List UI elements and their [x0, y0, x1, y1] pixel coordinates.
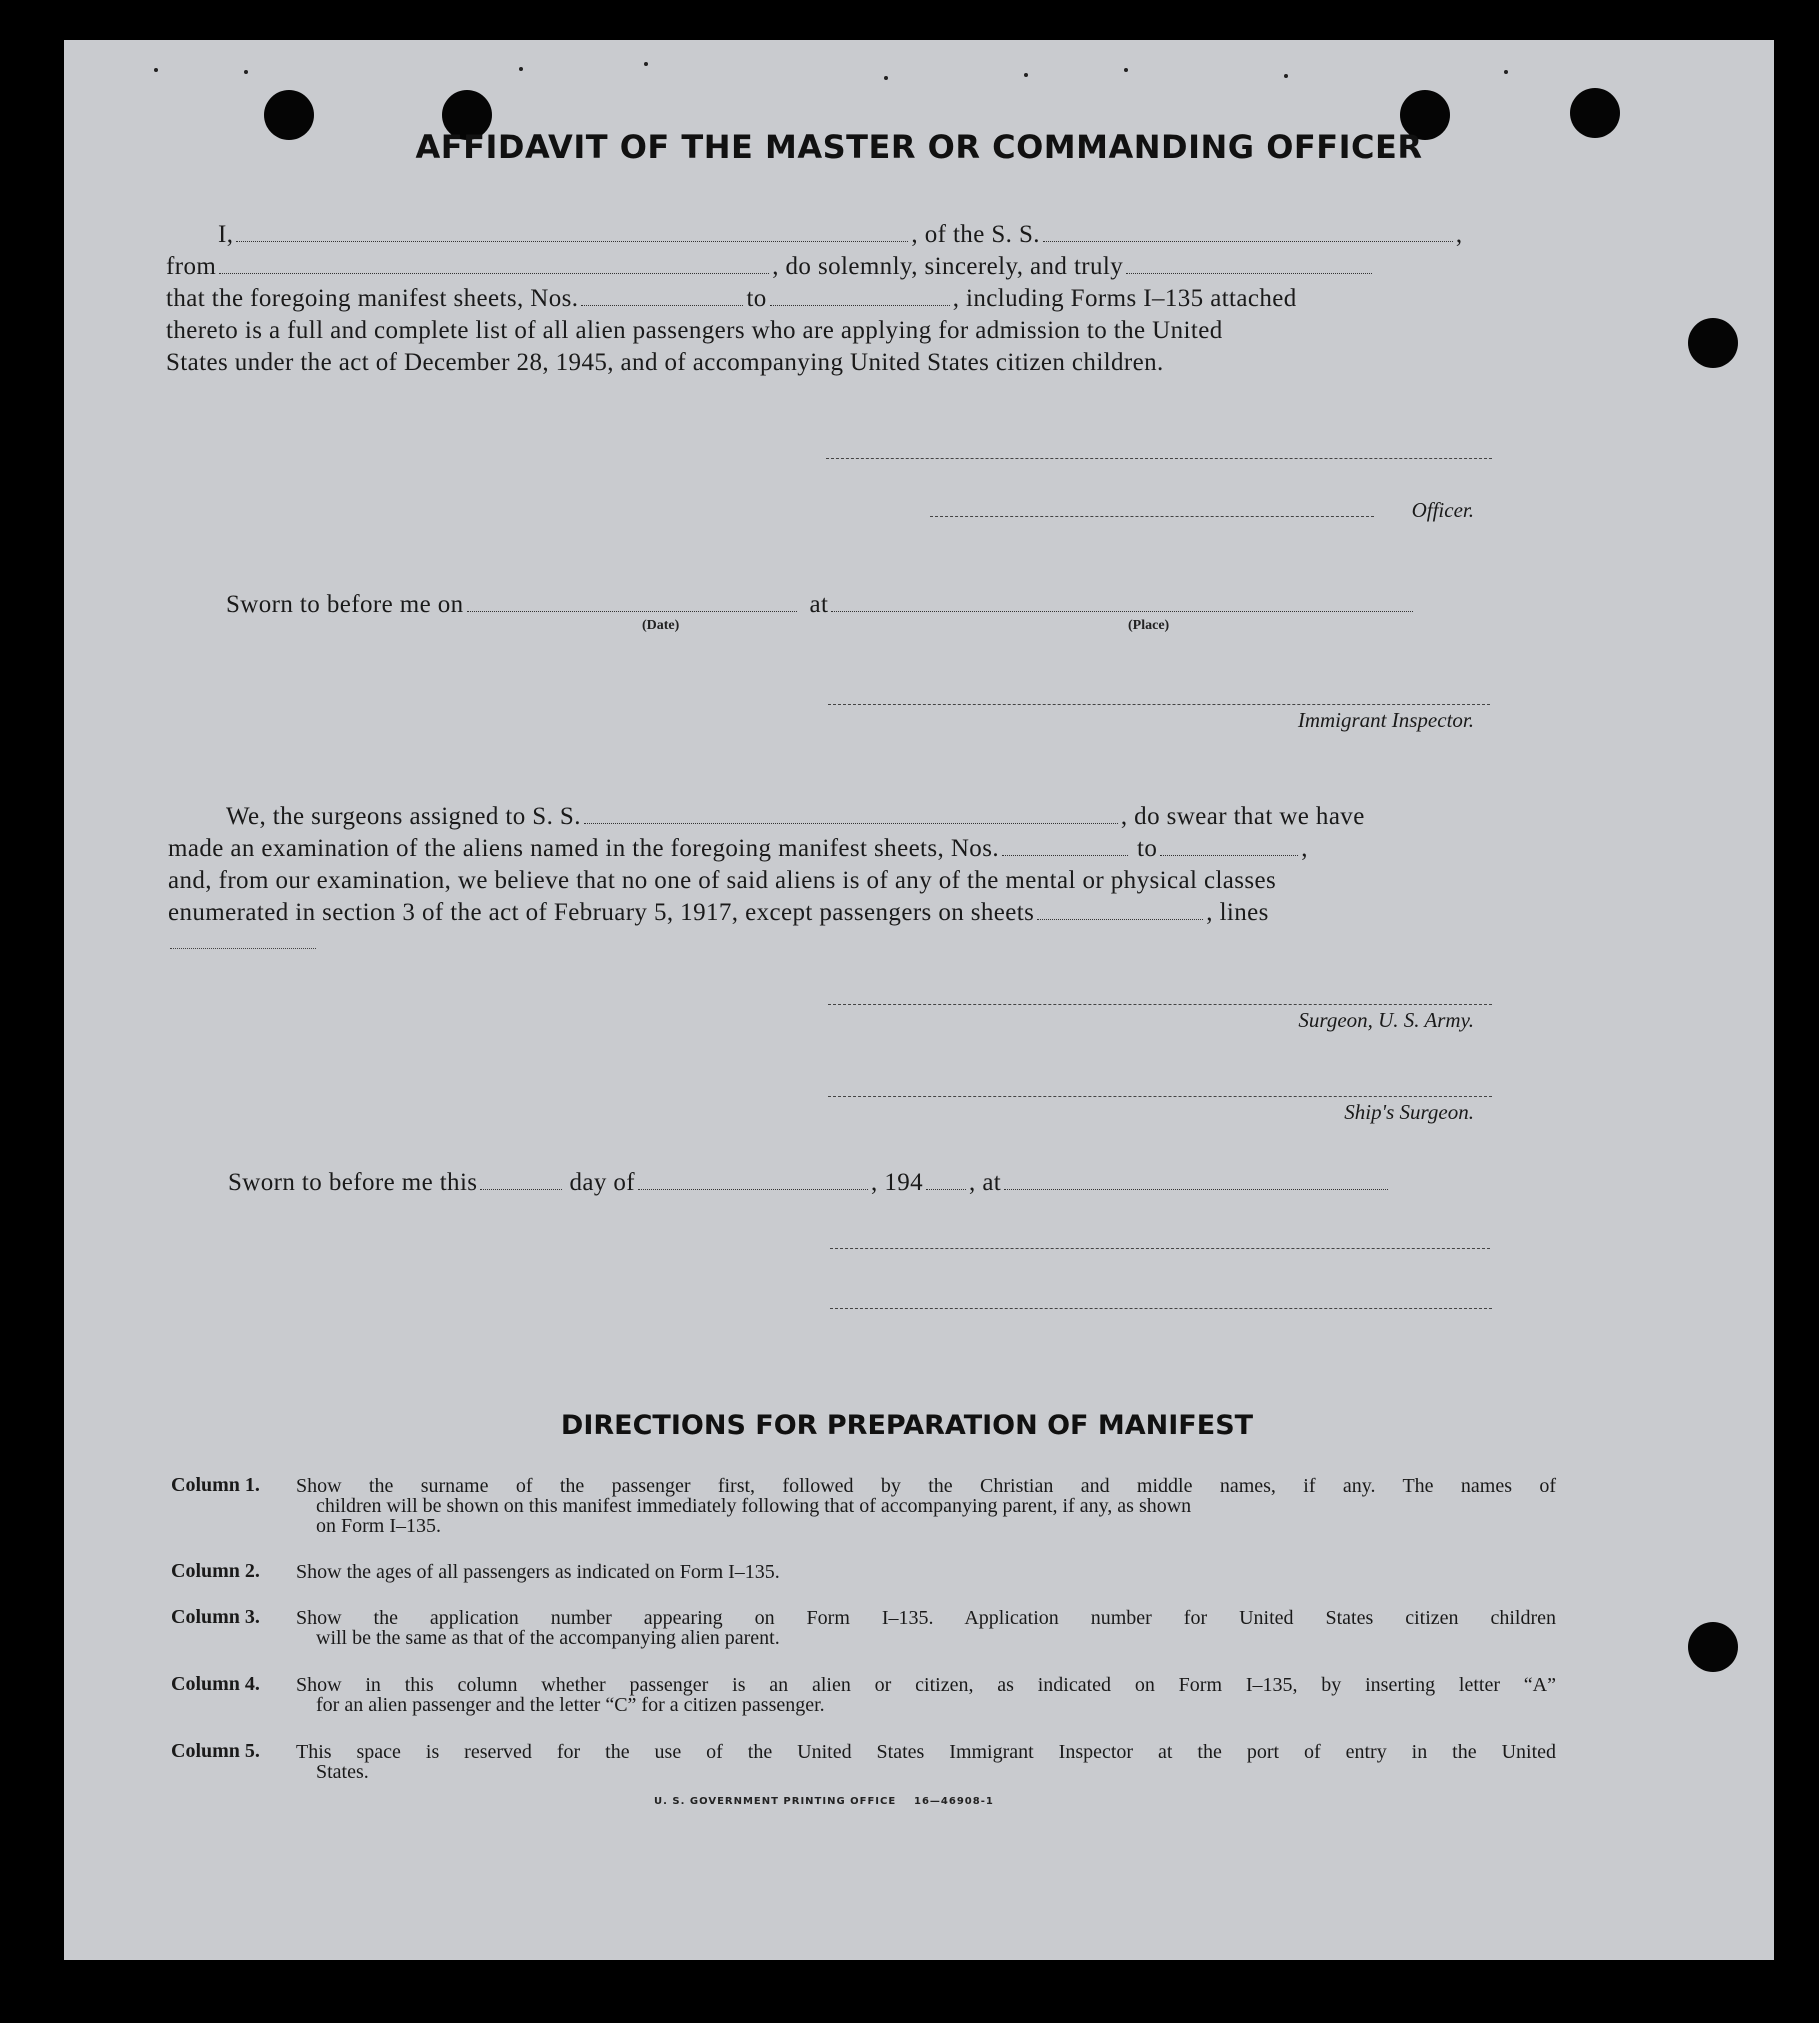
punch-hole	[1688, 318, 1738, 368]
column-3-line-2: will be the same as that of the accompanying alien parent.	[316, 1627, 780, 1649]
text: enumerated in section 3 of the act of February 5, 1917, except passengers on sheets	[168, 899, 1035, 926]
column-1-label: Column 1.	[171, 1474, 260, 1496]
speck	[244, 70, 248, 74]
column-4-line-2: for an alien passenger and the letter “C” for a citizen passenger.	[316, 1694, 825, 1716]
except-sheets-field[interactable]	[1037, 899, 1203, 920]
inspector-label: Immigrant Inspector.	[1297, 708, 1474, 732]
column-1-line-3: on Form I–135.	[316, 1515, 441, 1537]
ship-surgeon-signature-line[interactable]	[828, 1096, 1492, 1097]
text: to	[1136, 835, 1158, 862]
column-1-line-1: Show the surname of the passenger first, followed by the Christian and middle names, if any. The names of	[296, 1475, 1556, 1497]
punch-hole	[1688, 1622, 1738, 1672]
text: , do swear that we have	[1120, 803, 1365, 830]
text: Sworn to before me this	[228, 1169, 478, 1196]
declaration-field[interactable]	[1126, 253, 1372, 274]
sworn-year-field[interactable]	[926, 1169, 966, 1190]
ship-surgeon-label: Ship's Surgeon.	[1344, 1100, 1474, 1124]
ship-name-field[interactable]	[1043, 221, 1453, 242]
surgeons-sheet-from-field[interactable]	[1002, 835, 1128, 856]
speck	[1024, 73, 1028, 77]
column-4-line-1: Show in this column whether passenger is an alien or citizen, as indicated on Form I–135, by inserting letter “A”	[296, 1674, 1556, 1696]
sworn-line-2	[228, 1168, 1391, 1198]
sworn-location-field[interactable]	[1004, 1169, 1388, 1190]
affidavit-line-4: thereto is a full and complete list of all alien passengers who are applying for admission to the United	[166, 317, 1223, 344]
text: ,	[1301, 835, 1308, 862]
speck	[644, 62, 648, 66]
column-5-line-1: This space is reserved for the use of the United States Immigrant Inspector at the port of entry in the United	[296, 1741, 1556, 1763]
form-sheet	[64, 40, 1774, 1960]
speck	[519, 67, 523, 71]
column-2-text	[296, 1562, 1556, 1582]
text: , of the S. S.	[911, 221, 1040, 248]
text: at	[809, 591, 829, 618]
column-3-text	[296, 1608, 1556, 1648]
army-surgeon-signature-line[interactable]	[828, 1004, 1492, 1005]
except-lines-field[interactable]	[170, 948, 316, 949]
text: We, the surgeons assigned to S. S.	[226, 803, 581, 830]
sworn-line-1	[226, 590, 1416, 620]
text: that the foregoing manifest sheets, Nos.	[166, 285, 579, 312]
surgeons-line-2	[168, 834, 1308, 864]
text: , do solemnly, sincerely, and truly	[772, 253, 1124, 280]
text: ,	[1455, 221, 1463, 248]
form-title: AFFIDAVIT OF THE MASTER OR COMMANDING OFFICER	[415, 128, 1423, 166]
sworn-signature-line-1[interactable]	[830, 1248, 1490, 1249]
text: , at	[969, 1169, 1002, 1196]
sworn-place-field[interactable]	[831, 591, 1413, 612]
column-5-text	[296, 1742, 1556, 1782]
affidavit-line-3	[166, 284, 1297, 314]
master-name-field[interactable]	[236, 221, 908, 242]
column-1-line-2: children will be shown on this manifest immediately following that of accompanying parent, if any, as shown	[316, 1495, 1192, 1517]
speck	[1504, 70, 1508, 74]
speck	[154, 68, 158, 72]
port-from-field[interactable]	[219, 253, 769, 274]
column-2-label: Column 2.	[171, 1560, 260, 1582]
column-1-text	[296, 1476, 1556, 1536]
sworn-date-field[interactable]	[467, 591, 797, 612]
date-caption: (Date)	[642, 618, 680, 633]
text: day of	[569, 1169, 636, 1196]
column-2-line-1: Show the ages of all passengers as indicated on Form I–135.	[296, 1561, 780, 1583]
text: I,	[218, 221, 234, 248]
surgeons-line-1	[226, 802, 1365, 832]
inspector-signature-line[interactable]	[828, 704, 1490, 705]
directions-title: DIRECTIONS FOR PREPARATION OF MANIFEST	[560, 1410, 1254, 1441]
form-code: 16—46908-1	[914, 1796, 994, 1807]
text: made an examination of the aliens named in the foregoing manifest sheets, Nos.	[168, 835, 999, 862]
column-3-line-1: Show the application number appearing on Form I–135. Application number for United States citizen children	[296, 1607, 1556, 1629]
army-surgeon-label: Surgeon, U. S. Army.	[1298, 1008, 1474, 1032]
sheet-from-field[interactable]	[581, 285, 743, 306]
speck	[1284, 74, 1288, 78]
column-5-line-2: States.	[316, 1761, 369, 1783]
column-4-label: Column 4.	[171, 1673, 260, 1695]
column-4-text	[296, 1675, 1556, 1715]
affidavit-line-5: States under the act of December 28, 1945, and of accompanying United States citizen children.	[166, 349, 1164, 376]
text: , including Forms I–135 attached	[952, 285, 1297, 312]
sworn-signature-line-2[interactable]	[830, 1308, 1492, 1309]
master-signature-line[interactable]	[826, 458, 1492, 459]
printer-imprint: U. S. GOVERNMENT PRINTING OFFICE	[654, 1796, 897, 1807]
column-5-label: Column 5.	[171, 1740, 260, 1762]
affidavit-line-2	[166, 252, 1375, 282]
column-3-label: Column 3.	[171, 1606, 260, 1628]
speck	[1124, 68, 1128, 72]
text: , 194	[871, 1169, 924, 1196]
text: to	[746, 285, 767, 312]
officer-title-line[interactable]	[930, 516, 1374, 517]
surgeons-ship-field[interactable]	[584, 803, 1118, 824]
place-caption: (Place)	[1128, 618, 1170, 633]
text: from	[166, 253, 217, 280]
sheet-to-field[interactable]	[770, 285, 950, 306]
officer-label: Officer.	[1411, 498, 1474, 522]
surgeons-sheet-to-field[interactable]	[1160, 835, 1298, 856]
speck	[884, 76, 888, 80]
sworn-day-field[interactable]	[480, 1169, 562, 1190]
sworn-month-field[interactable]	[638, 1169, 868, 1190]
surgeons-line-4	[168, 898, 1269, 928]
affidavit-line-1	[218, 220, 1463, 250]
text: , lines	[1206, 899, 1269, 926]
text: Sworn to before me on	[226, 591, 464, 618]
surgeons-line-3: and, from our examination, we believe that no one of said aliens is of any of the mental or physical classes	[168, 867, 1277, 894]
